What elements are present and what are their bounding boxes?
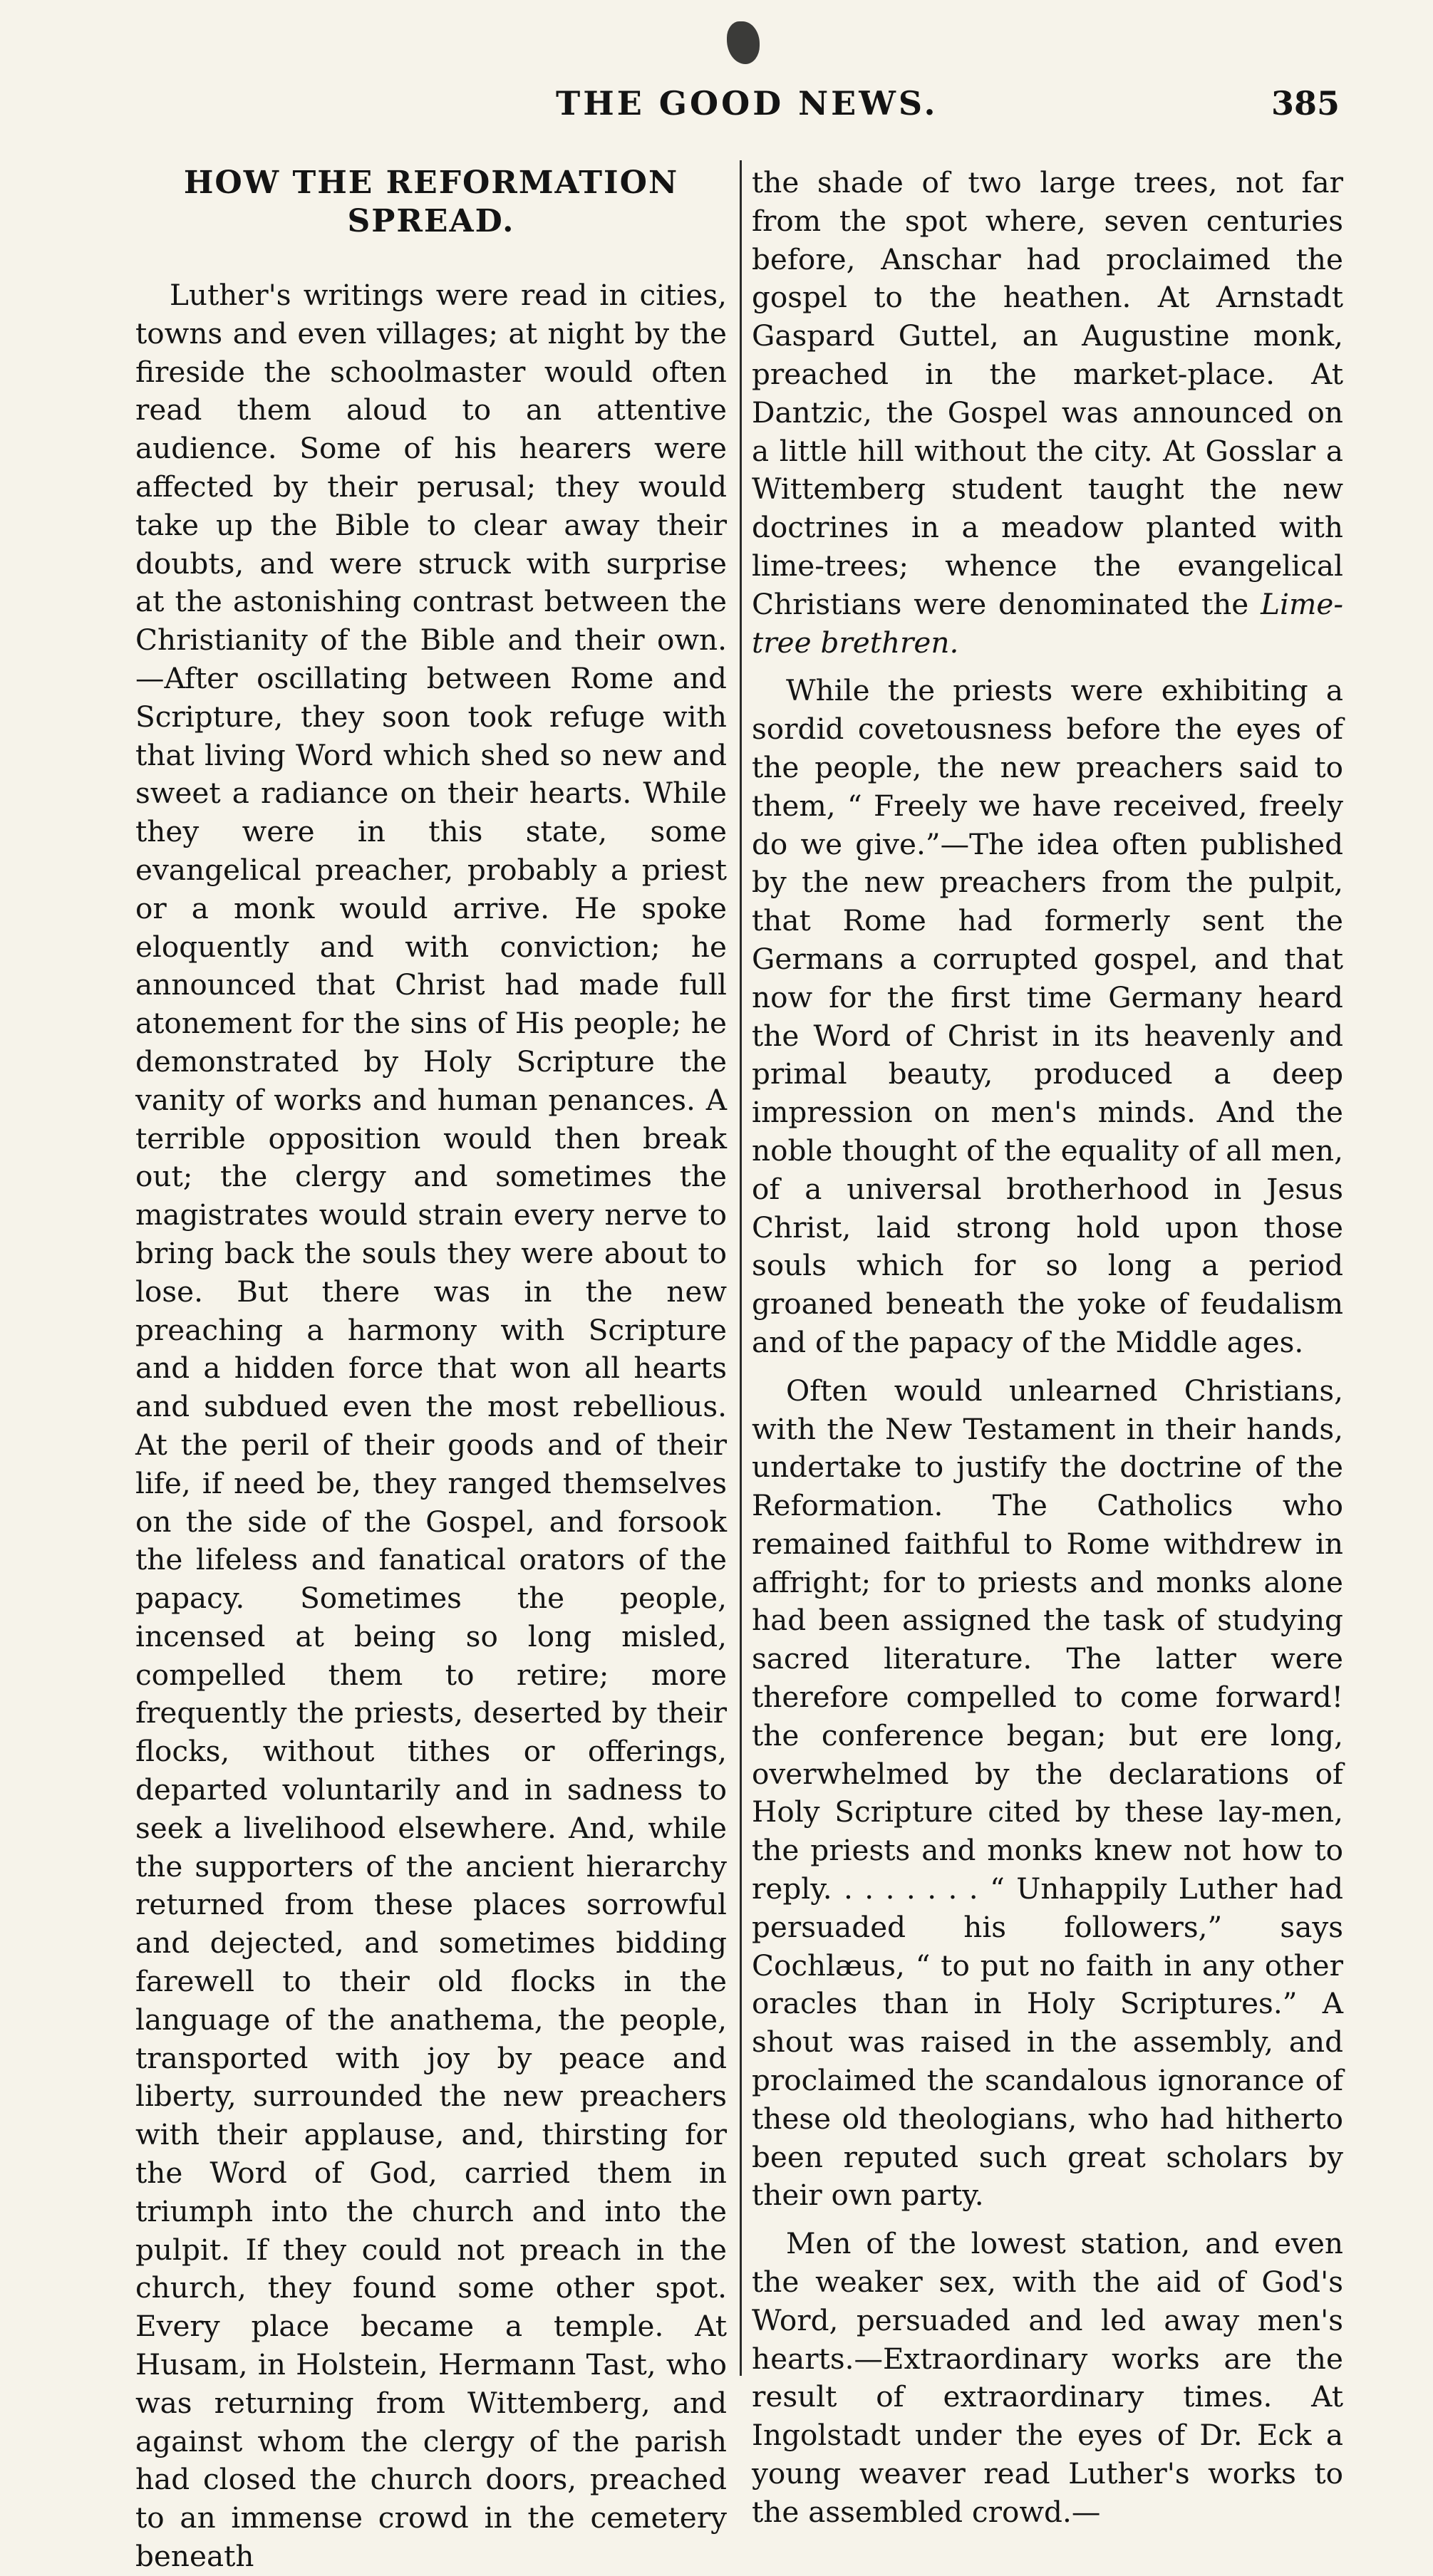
column-divider [740,160,742,2376]
article-paragraph: Men of the lowest station, and even the weaker sex, with the aid of God's Word, persuaded and led away men's hearts.—Extraordinary works are the result of extraordinary times. At Ingolstadt under the eyes of Dr. Eck a young weaver read Luther's works to the assembled crowd.— [752,2226,1343,2529]
italic-term: Lime-tree brethren. [752,586,1344,660]
ink-blot [727,21,760,64]
continued-text: the shade of two large trees, not far from the spot where, seven centuries before, Anschar had proclaimed the gospel to the heathen. At Arnstadt Gaspard Guttel, an Augustine monk, preached in the market-place. At Dantzic, the Gospel was announced on a little hill without the city. At Gosslar a Wittemberg student taught the new doctrines in a meadow planted with lime-trees; whence the evangelical Christians were denominated the [752,165,1343,621]
article-paragraph: Often would unlearned Christians, with the New Testament in their hands, undertake to justify the doctrine of the Reformation. The Catholics who remained faithful to Rome withdrew in affright; for to priests and monks alone had been assigned the task of studying sacred literature. The latter were therefore compelled to come forward! the conference began; but ere long, overwhelmed by the declarations of Holy Scripture cited by these lay-men, the priests and monks knew not how to reply. . . . . . . . “ Unhappily Luther had persuaded his followers,” says Cochlæus, “ to put no faith in any other oracles than in Holy Scriptures.” A shout was raised in the assembly, and proclaimed the scandalous ignorance of these old theologians, who had hitherto been reputed such great scholars by their own party. [752,1373,1343,2213]
article-paragraph: Luther's writings were read in cities, towns and even villages; at night by the fireside the schoolmaster would often read them aloud to an attentive audience. Some of his hearers were affected by their perusal; they would take up the Bible to clear away their doubts, and were struck with surprise at the astonishing contrast between the Christianity of the Bible and their own.—After oscillating between Rome and Scripture, they soon took refuge with that living Word which shed so new and sweet a radiance on their hearts. While they were in this state, some evangelical preacher, probably a priest or a monk would arrive. He spoke eloquently and with conviction; he announced that Christ had made full atonement for the sins of His people; he demonstrated by Holy Scripture the vanity of works and human penances. A terrible opposition would then break out; the clergy and sometimes the magistrates would strain every nerve to bring back the souls they were about to lose. But there was in the new preaching a harmony with Scripture and a hidden force that won all hearts and subdued even the most rebellious. At the peril of their goods and of their life, if need be, they ranged themselves on the side of the Gospel, and forsook the lifeless and fanatical orators of the papacy. Sometimes the people, incensed at being so long misled, compelled them to retire; more frequently the priests, deserted by their flocks, without tithes or offerings, departed voluntarily and in sadness to seek a livelihood elsewhere. And, while the supporters of the ancient hierarchy returned from these places sorrowful and dejected, and sometimes bidding farewell to their old flocks in the language of the anathema, the people, transported with joy by peace and liberty, surrounded the new preachers with their applause, and, thirsting for the Word of God, carried them in triumph into the church and into the pulpit. If they could not preach in the church, they found some other spot. Every place became a temple. At Husam, in Holstein, Hermann Tast, who was returning from Wittemberg, and against whom the clergy of the parish had closed the church doors, preached to an immense crowd in the cemetery beneath [135,278,727,2574]
page-header [499,84,1340,134]
left-column [135,164,727,2576]
page-number: 385 [1271,84,1340,123]
right-column [752,164,1343,2532]
article-title: HOW THE REFORMATION SPREAD. [183,165,679,239]
running-head: THE GOOD NEWS. [556,84,938,123]
article-paragraph: While the priests were exhibiting a sordid covetousness before the eyes of the people, the new preachers said to them, “ Freely we have received, freely do we give.”—The idea often published by the new preachers from the pulpit, that Rome had formerly sent the Germans a corrupted gospel, and that now for the first time Germany heard the Word of Christ in its heavenly and primal beauty, produced a deep impression on men's minds. And the noble thought of the equality of all men, of a universal brotherhood in Jesus Christ, laid strong hold upon those souls which for so long a period groaned beneath the yoke of feudalism and of the papacy of the Middle ages. [752,673,1343,1359]
continued-paragraph [752,164,1343,662]
